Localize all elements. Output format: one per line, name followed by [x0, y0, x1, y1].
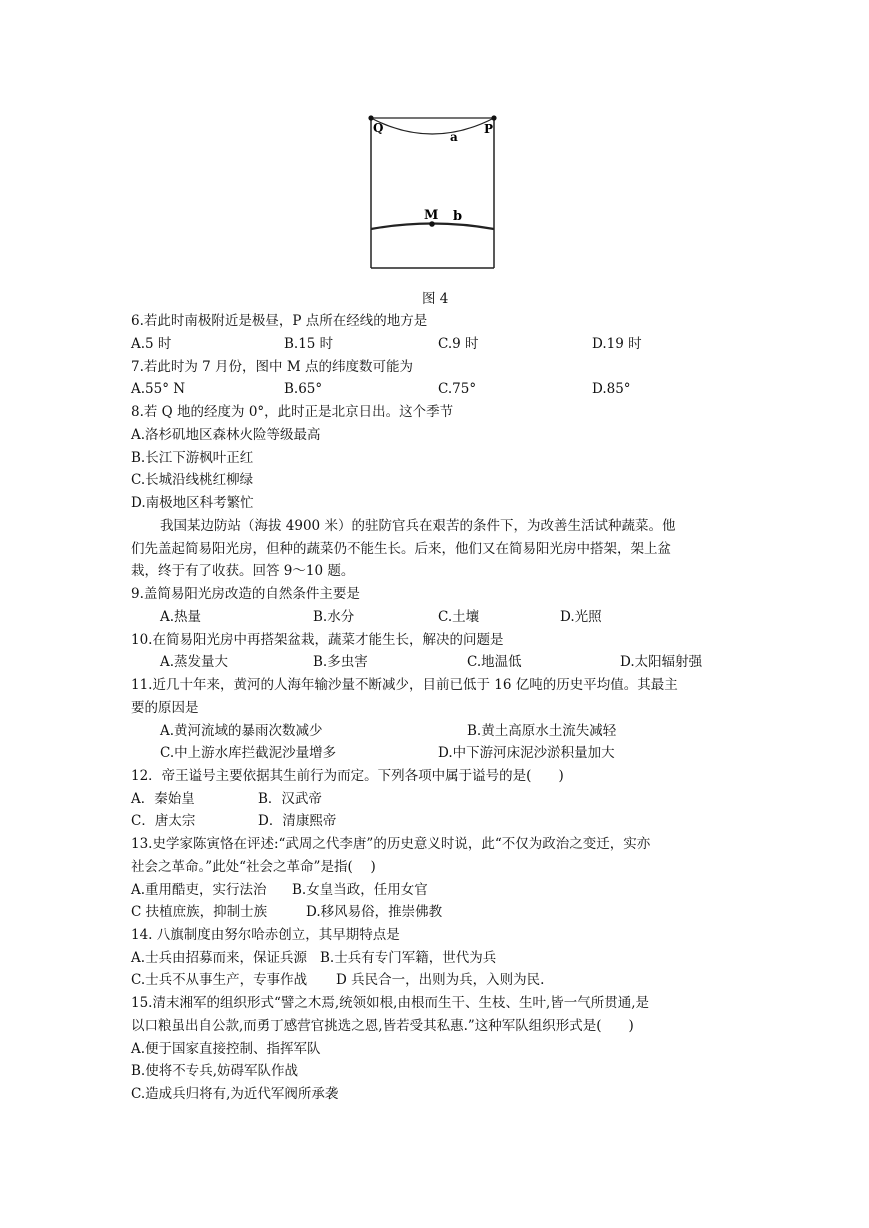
q12-option-b: B．汉武帝 [258, 791, 322, 807]
q9-option-b: B.水分 [313, 609, 355, 625]
q11-stem-line-2: 要的原因是 [131, 700, 199, 716]
point-p [491, 115, 496, 120]
passage-line-1: 我国某边防站（海拔 4900 米）的驻防官兵在艰苦的条件下，为改善生活试种蔬菜。他 [160, 518, 676, 534]
q9-option-c: C.土壤 [438, 609, 480, 625]
q6-option-d: D.19 时 [592, 336, 642, 352]
q13-stem-line-2: 社会之革命。”此处“社会之革命”是指( ) [131, 859, 376, 875]
label-m: M [424, 208, 439, 223]
q6-option-c: C.9 时 [438, 336, 479, 352]
q13-option-a: A.重用酷吏，实行法治 [131, 882, 267, 898]
q13-option-d: D.移风易俗，推崇佛教 [306, 904, 443, 920]
q8-option-c: C.长城沿线桃红柳绿 [131, 472, 254, 488]
q10-option-b: B.多虫害 [313, 654, 368, 670]
q11-option-c: C.中上游水库拦截泥沙量增多 [160, 745, 337, 761]
label-b: b [453, 209, 463, 224]
q15-stem-line-2: 以口粮虽出自公款,而勇丁感营官挑选之恩,皆若受其私惠.”这种军队组织形式是( ) [131, 1018, 634, 1034]
q6-stem: 6.若此时南极附近是极昼，P 点所在经线的地方是 [131, 313, 428, 329]
label-p: P [484, 122, 494, 136]
q14-option-c: C.士兵不从事生产，专事作战 [131, 972, 308, 988]
q10-option-a: A.蒸发量大 [160, 654, 229, 670]
figure-4-diagram [360, 108, 500, 273]
q12-option-d: D．清康熙帝 [258, 813, 337, 829]
q11-option-a: A.黄河流域的暴雨次数减少 [160, 723, 323, 739]
q11-option-b: B.黄土高原水土流失减轻 [467, 723, 617, 739]
q13-option-c: C 扶植庶族，抑制士族 [131, 904, 268, 920]
q9-option-a: A.热量 [160, 609, 202, 625]
q11-stem-line-1: 11.近几十年来，黄河的人海年输沙量不断减少，目前已低于 16 亿吨的历史平均值。其最主 [131, 677, 678, 693]
arc-a [371, 118, 494, 134]
passage-line-3: 栽，终于有了收获。回答 9～10 题。 [131, 563, 355, 579]
q14-option-d: D 兵民合一，出则为兵，入则为民. [336, 972, 545, 988]
q7-option-d: D.85° [592, 381, 631, 397]
q11-option-d: D.中下游河床泥沙淤积量加大 [438, 745, 615, 761]
point-q [368, 115, 373, 120]
q6-option-b: B.15 时 [284, 336, 334, 352]
figure-caption: 图 4 [422, 291, 449, 307]
label-a: a [450, 130, 458, 144]
q10-option-d: D.太阳辐射强 [620, 654, 703, 670]
q10-option-c: C.地温低 [467, 654, 522, 670]
passage-line-2: 们先盖起简易阳光房，但种的蔬菜仍不能生长。后来，他们又在简易阳光房中搭架，架上盆 [131, 541, 671, 557]
q12-option-a: A．秦始皇 [131, 791, 195, 807]
q15-stem-line-1: 15.清末湘军的组织形式“譬之木焉,统领如根,由根而生干、生枝、生叶,皆一气所贯通,是 [131, 995, 650, 1011]
label-q: Q [373, 121, 384, 135]
q9-option-d: D.光照 [560, 609, 602, 625]
q8-option-a: A.洛杉矶地区森林火险等级最高 [131, 427, 321, 443]
q7-option-c: C.75° [438, 381, 477, 397]
q13-option-b: B.女皇当政，任用女官 [292, 882, 428, 898]
q12-option-c: C．唐太宗 [131, 813, 196, 829]
q15-option-c: C.造成兵归将有,为近代军阀所承袭 [131, 1086, 339, 1102]
q6-option-a: A.5 时 [131, 336, 172, 352]
q13-stem-line-1: 13.史学家陈寅恪在评述:“武周之代李唐”的历史意义时说，此“不仅为政治之变迁，实亦 [131, 836, 651, 852]
q12-stem: 12．帝王谥号主要依据其生前行为而定。下列各项中属于谥号的是( ) [131, 768, 564, 784]
q8-option-d: D.南极地区科考繁忙 [131, 495, 254, 511]
q7-stem: 7.若此时为 7 月份，图中 M 点的纬度数可能为 [131, 359, 413, 375]
q9-stem: 9.盖简易阳光房改造的自然条件主要是 [131, 586, 360, 602]
q8-stem: 8.若 Q 地的经度为 0°，此时正是北京日出。这个季节 [131, 404, 454, 420]
q15-option-b: B.使将不专兵,妨碍军队作战 [131, 1063, 299, 1079]
q14-option-b: B.士兵有专门军籍，世代为兵 [320, 950, 497, 966]
q7-option-b: B.65° [284, 381, 323, 397]
q7-option-a: A.55° N [131, 381, 186, 397]
q10-stem: 10.在简易阳光房中再搭架盆栽，蔬菜才能生长，解决的问题是 [131, 632, 504, 648]
q14-option-a: A.士兵由招募而来，保证兵源 [131, 950, 308, 966]
q8-option-b: B.长江下游枫叶正红 [131, 450, 254, 466]
q15-option-a: A.便于国家直接控制、指挥军队 [131, 1041, 321, 1057]
q14-stem: 14. 八旗制度由努尔哈赤创立，其早期特点是 [131, 927, 400, 943]
